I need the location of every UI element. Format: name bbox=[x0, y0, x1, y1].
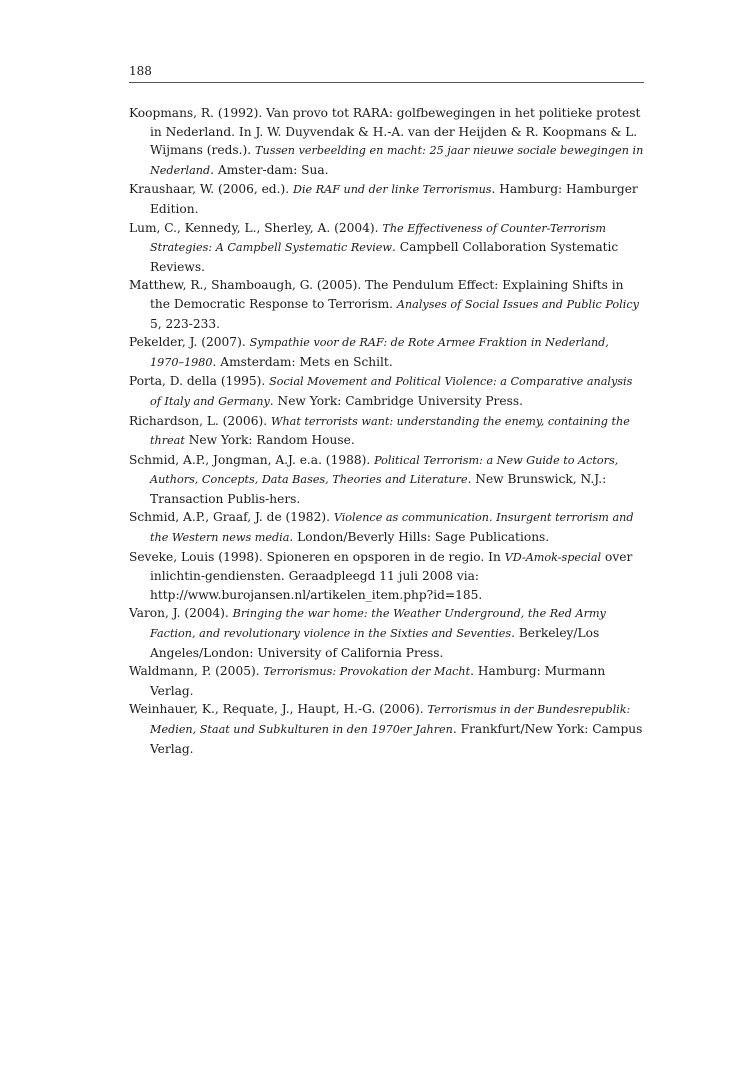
reference-title: Political Terrorism: a New Guide to Actors, Authors, Concepts, Data Bases, Theories and Literature bbox=[150, 453, 619, 487]
reference-entry bbox=[129, 180, 645, 218]
reference-title: Analyses of Social Issues and Public Policy bbox=[396, 297, 639, 311]
reference-text: Schmid, A.P., Graaf, J. de (1982). bbox=[129, 510, 334, 525]
page-header bbox=[129, 60, 644, 83]
reference-publisher: . Hamburg: Murmann Verlag. bbox=[150, 664, 606, 698]
reference-text: Richardson, L. (2006). bbox=[129, 413, 271, 428]
reference-text: Weinhauer, K., Requate, J., Haupt, H.-G. (2006). bbox=[129, 702, 428, 717]
reference-list bbox=[129, 104, 645, 758]
reference-title: Tussen verbeelding en macht: 25 jaar nieuwe sociale bewegingen in Nederland bbox=[150, 144, 644, 177]
reference-title: Bringing the war home: the Weather Underground, the Red Army Faction, and revolutionary violence in the Sixties and Seventies bbox=[150, 607, 606, 641]
reference-title: Terrorismus: Provokation der Macht bbox=[263, 665, 471, 679]
reference-entry bbox=[129, 604, 645, 662]
reference-text: Matthew, R., Shamboaugh, G. (2005). The Pendulum Effect: Explaining Shifts in the Democratic Response to Terrorism. bbox=[129, 278, 624, 311]
reference-text: Schmid, A.P., Jongman, A.J. e.a. (1988). bbox=[129, 452, 375, 467]
reference-entry bbox=[129, 508, 645, 547]
reference-entry bbox=[129, 276, 645, 333]
reference-entry bbox=[129, 219, 645, 277]
reference-title: Social Movement and Political Violence: a Comparative analysis of Italy and Germany bbox=[150, 375, 633, 408]
reference-entry bbox=[129, 372, 645, 411]
reference-publisher: . New Brunswick, N.J.: Transaction Publis-hers. bbox=[150, 472, 607, 506]
reference-publisher: over inlichtin-gendiensten. Geraadpleegd 11 juli 2008 via: http://www.burojansen.nl/artikelen_item.php?id=185. bbox=[150, 549, 633, 602]
reference-entry bbox=[129, 104, 645, 180]
reference-text: Koopmans, R. (1992). Van provo tot RARA: golfbewegingen in het politieke protest in Nederland. In J. W. Duyvendak & H.-A. van der Heijden & R. Koopmans & L. Wijmans (reds.). bbox=[129, 106, 641, 158]
reference-title: The Effectiveness of Counter-Terrorism Strategies: A Campbell Systematic Review bbox=[150, 221, 606, 255]
reference-text: Lum, C., Kennedy, L., Sherley, A. (2004). bbox=[129, 220, 383, 235]
reference-title: What terrorists want: understanding the enemy, containing the threat bbox=[150, 414, 630, 448]
reference-publisher: . London/Beverly Hills: Sage Publications. bbox=[289, 530, 550, 545]
reference-entry bbox=[129, 451, 645, 509]
reference-publisher: . New York: Cambridge University Press. bbox=[269, 393, 523, 408]
reference-publisher: 5, 223-233. bbox=[150, 316, 221, 331]
reference-text: Pekelder, J. (2007). bbox=[129, 335, 250, 350]
reference-text: Porta, D. della (1995). bbox=[129, 374, 270, 389]
reference-title: Terrorismus in der Bundesrepublik: Medien, Staat und Subkulturen in den 1970er Jahren bbox=[150, 703, 631, 736]
reference-text: Waldmann, P. (2005). bbox=[129, 664, 264, 679]
reference-publisher: . Berkeley/Los Angeles/London: University of California Press. bbox=[150, 626, 600, 660]
reference-entry bbox=[129, 548, 645, 605]
reference-title: VD-Amok-special bbox=[504, 550, 602, 564]
reference-publisher: . Campbell Collaboration Systematic Reviews. bbox=[150, 240, 619, 274]
reference-title: Violence as communication. Insurgent terrorism and the Western news media bbox=[150, 511, 634, 545]
reference-entry bbox=[129, 700, 645, 758]
reference-publisher: . Amster-dam: Sua. bbox=[210, 162, 329, 177]
page-number: 188 bbox=[129, 64, 152, 78]
reference-entry bbox=[129, 333, 645, 372]
reference-text: Seveke, Louis (1998). Spioneren en opsporen in de regio. In bbox=[129, 549, 505, 564]
reference-title: Sympathie voor de RAF: de Rote Armee Fraktion in Nederland, 1970–1980 bbox=[150, 336, 609, 369]
reference-entry bbox=[129, 662, 645, 700]
reference-publisher: . Amsterdam: Mets en Schilt. bbox=[212, 354, 393, 369]
reference-publisher: . Frankfurt/New York: Campus Verlag. bbox=[150, 722, 643, 756]
reference-publisher: New York: Random House. bbox=[184, 433, 355, 448]
reference-text: Varon, J. (2004). bbox=[129, 606, 233, 621]
reference-entry bbox=[129, 412, 645, 451]
reference-title: Die RAF und der linke Terrorismus bbox=[292, 183, 492, 197]
reference-text: Kraushaar, W. (2006, ed.). bbox=[129, 182, 293, 197]
reference-publisher: . Hamburg: Hamburger Edition. bbox=[150, 182, 638, 216]
